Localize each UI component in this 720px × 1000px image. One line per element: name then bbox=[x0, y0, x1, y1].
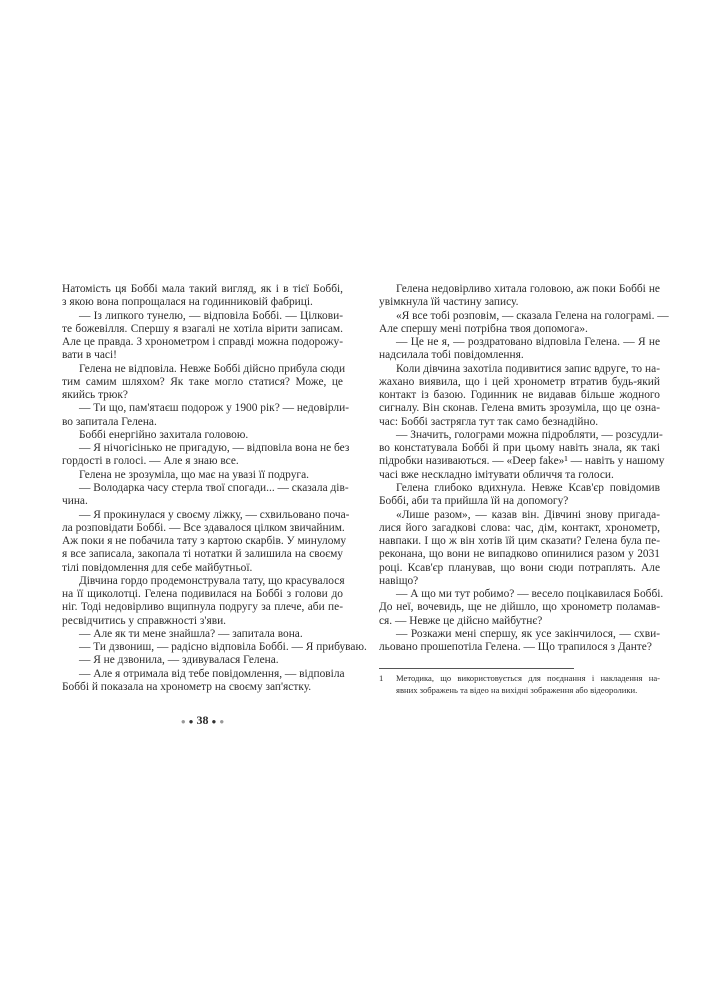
text-line: Боббі, аби та прийшла їй на допомогу? bbox=[379, 495, 569, 508]
text-line: — Розкажи мені спершу, як усе закінчилося, — схви- bbox=[396, 627, 660, 640]
text-line: гордості в голосі. — Але я знаю все. bbox=[62, 455, 239, 468]
text-line: — А що ми тут робимо? — весело поцікавилася Боббі. bbox=[396, 588, 664, 601]
text-line: Натомість ця Боббі мала такий вигляд, як і в тієї Боббі, bbox=[62, 283, 343, 295]
text-line: — Але як ти мене знайшла? — запитала вона. bbox=[79, 627, 303, 640]
text-line: році. Ксав'єр планував, що вони сюди потраплять. Але bbox=[379, 561, 660, 574]
text-line: тілі повідомлення для себе майбутньої. bbox=[62, 561, 253, 574]
text-line: підробки називаються. — «Deep fake»¹ — навіть у нашому bbox=[379, 455, 665, 468]
text-line: Коли дівчина захотіла подивитися запис вдруге, то на- bbox=[396, 362, 660, 375]
text-line: — Значить, голограми можна підробляти, — розсудли- bbox=[396, 428, 663, 441]
text-line: До неї, вочевидь, ще не дійшло, що хронометр поламав- bbox=[379, 601, 660, 614]
text-line: ла розповідати Боббі. — Все здавалося цілком звичайним. bbox=[62, 521, 345, 534]
text-line: — Ти що, пам'ятаєш подорож у 1900 рік? — недовірли- bbox=[79, 402, 349, 415]
text-line: тим самим шляхом? Як таке могло статися? Може, це bbox=[62, 375, 343, 388]
text-line: на її щиколотці. Гелена подивилася на Боббі з голови до bbox=[62, 588, 343, 601]
text-line: те божевілля. Спершу я взагалі не хотіла вірити записам. bbox=[62, 322, 343, 335]
text-line: сигналу. Він сконав. Гелена вмить зрозуміла, що це озна- bbox=[379, 402, 660, 415]
text-line: Гелена не зрозуміла, що має на увазі її подруга. bbox=[79, 468, 309, 481]
text-line: вати в часі! bbox=[62, 349, 117, 362]
text-line: Боббі енергійно захитала головою. bbox=[79, 428, 249, 441]
text-line: Боббі й показала на хронометр на своєму зап'ястку. bbox=[62, 680, 312, 693]
text-line: — Я прокинулася у своєму ліжку, — схвильовано поча- bbox=[79, 508, 350, 521]
text-line: контакт із базою. Годинник не видавав більше жодного bbox=[379, 389, 660, 402]
text-line: — Володарка часу стерла твої спогади... — сказала дів- bbox=[79, 481, 349, 494]
text-line: Але це правда. З хронометром і справді можна подорожу- bbox=[62, 336, 343, 349]
text-line: жахано виявила, що і цей хронометр втратив будь-який bbox=[379, 375, 660, 388]
text-line: — Я нічогісінько не пригадую, — відповіла вона не без bbox=[79, 442, 350, 455]
text-line: Але спершу мені потрібна твоя допомога». bbox=[379, 322, 588, 335]
text-line: лися його загадкові слова: час, дім, контакт, хронометр, bbox=[379, 521, 660, 534]
page-number: ● ● 38 ● ● bbox=[180, 713, 225, 727]
text-line: час: Боббі застрягла тут так само безнадійно. bbox=[379, 415, 599, 428]
footnote-divider bbox=[379, 668, 574, 669]
footnote-number: 1 bbox=[379, 673, 384, 683]
text-line: навіщо? bbox=[379, 574, 419, 587]
text-line: часі вже нескладно імітувати обличчя та голоси. bbox=[379, 468, 614, 481]
left-page-text bbox=[62, 283, 367, 694]
footnote-line: явних зображень та відео на вихідні зображення або відеоролики. bbox=[396, 685, 638, 695]
footnote-line: Методика, що використовується для поєднання і накладення на- bbox=[396, 673, 660, 683]
text-line: ресвідчитись у справжності з'яви. bbox=[62, 614, 227, 627]
text-line: увімкнула їй частину запису. bbox=[379, 296, 519, 309]
text-line: Гелена недовірливо хитала головою, аж поки Боббі не bbox=[396, 283, 660, 295]
text-line: реконана, що вони не випадково опинилися разом у 2031 bbox=[379, 548, 660, 561]
text-line: — Із липкого тунелю, — відповіла Боббі. — Цілкови- bbox=[79, 309, 343, 322]
text-line: — Я не дзвонила, — здивувалася Гелена. bbox=[79, 654, 279, 667]
text-line: Дівчина гордо продемонструвала тату, що красувалося bbox=[79, 574, 345, 587]
text-line: «Лише разом», — казав він. Дівчині знову пригада- bbox=[396, 508, 660, 521]
text-line: Гелена глибоко вдихнула. Невже Ксав'єр повідомив bbox=[396, 481, 660, 494]
text-line: во констатувала Боббі й при цьому навіть знала, як такі bbox=[379, 442, 660, 455]
text-line: «Я все тобі розповім, — сказала Гелена на голограмі. — bbox=[396, 309, 669, 322]
text-line: — Ти дзвониш, — радісно відповіла Боббі. — Я прибуваю. bbox=[79, 641, 367, 654]
text-line: — Але я отримала від тебе повідомлення, — відповіла bbox=[79, 667, 345, 680]
page-number-value: 38 bbox=[196, 713, 209, 727]
text-line: ніг. Тоді недовірливо вщипнула подругу за плече, аби пе- bbox=[62, 601, 343, 614]
text-line: — Це не я, — роздратовано відповіла Гелена. — Я не bbox=[396, 336, 660, 349]
text-line: навпаки. І що ж він хотів їй цим сказати? Гелена була пе- bbox=[379, 535, 660, 548]
text-line: льовано прошепотіла Гелена. — Що трапилося з Данте? bbox=[379, 641, 652, 654]
text-line: ся. — Невже це дійсно майбутнє? bbox=[379, 614, 543, 627]
text-line: во запитала Гелена. bbox=[62, 415, 157, 428]
text-line: Гелена не відповіла. Невже Боббі дійсно прибула сюди bbox=[79, 362, 346, 375]
text-line: якийсь трюк? bbox=[62, 389, 128, 402]
text-line: я все записала, закопала ті нотатки й залишила на своєму bbox=[62, 548, 343, 561]
right-page-text bbox=[379, 283, 669, 654]
text-line: чина. bbox=[62, 495, 88, 508]
text-line: надсилала тобі повідомлення. bbox=[379, 349, 524, 362]
footnote bbox=[379, 672, 660, 696]
text-line: Аж поки я не побачила тату з картою скарбів. У минулому bbox=[62, 535, 347, 548]
text-line: з якою вона попрощалася на годинниковій фабриці. bbox=[62, 296, 313, 309]
